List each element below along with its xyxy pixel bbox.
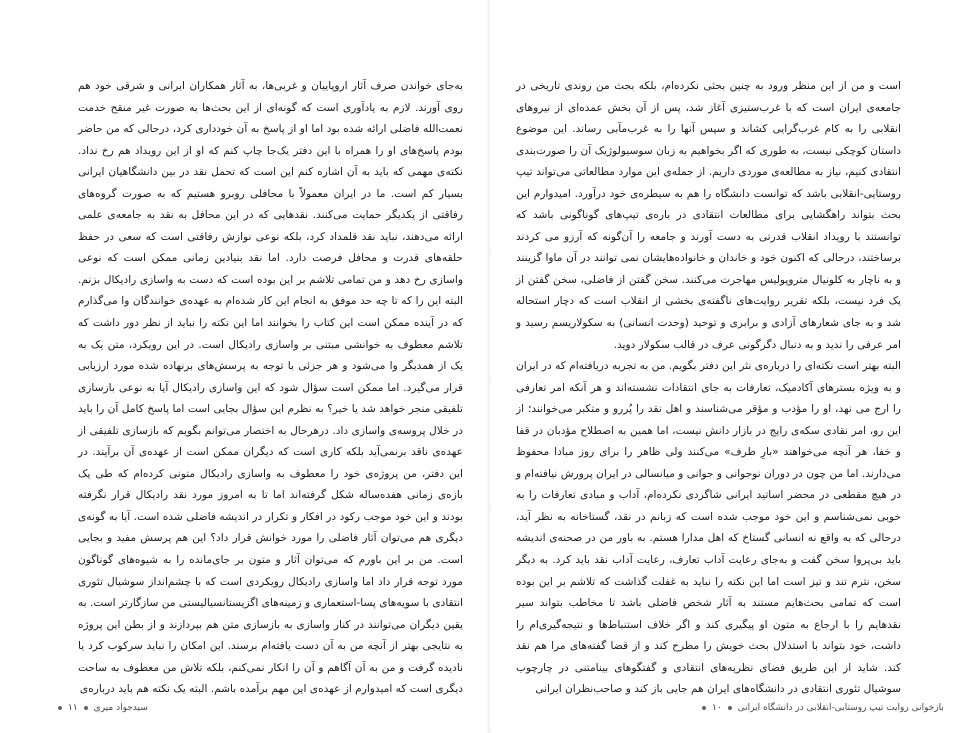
left-page-body — [78, 76, 463, 701]
paragraph: البته بهتر است نکته‌ای را درباره‌ی نثر این دفتر بگویم. من به تجربه دریافته‌ام که در ایران و به ویژه بسترهای آکادمیک، تعارفات به جای انتقادات نشسته‌اند و هر آنکه امر تعارفی را ارج می نهد، او را مؤدب و مؤقر می‌شناسند و اهل نقد را پُررو و متکبر می‌خوانند؛ از این رو، امر نقادی سکه‌ی رایج در بازار دانش نیست، اما همین به اصطلاح مؤدبان در قفا و خفا، هر آنچه می‌خواهند «بارِ طرف» می‌کنند ولی ظاهر را برای روز مبادا محفوظ می‌دارند. اما من چون در دوران نوجوانی و جوانی و میانسالی در ایران پرورش نیافته‌ام و در هیچ مقطعی در محضر اساتید ایرانی شاگردی نکرده‌ام، آداب و مبادی تعارفات را به خوبی نمی‌شناسم و این خود موجب شده است که زبانم در نقد، گستاخانه به نظر آید، درحالی که به واقع نه انسانی گستاخ که اهل مدارا هستم. به باور من در صحنه‌ی اندیشه باید بی‌پروا سخن گفت و به‌جای رعایت آداب تعارف، رعایت آداب نقد باید کرد. به دیگر سخن، نترم تند و تیز است اما این نکته را نباید به غفلت گذاشت که تلاشم بر این بوده است که تمامی بحث‌هایم مستند به آثار شخص فاضلی باشد تا مخاطب بتواند سیر نقدهایم را با ارجاع به متون او پیگیری کند و اگر خلاف استنباط‌ها و نتیجه‌گیری‌ام را داشت، خود بتواند با استدلال بحث خویش را مطرح کند و از قضا گفته‌های مرا هم نقد کند. شاید از این طریق فضای نظریه‌های انتقادی و گفتگوهای بینامتنی در چارچوب سوشیال تئوری انتقادی در دانشگاه‌های ایران هم جایی باز کند و صاحب‌نظران ایرانی — [516, 360, 901, 696]
bullet-icon — [728, 706, 732, 710]
paragraph: به‌جای خواندن صرف آثار اروپاییان و غربی‌ها، به آثار همکاران ایرانی و شرقی خود هم روی آورند. لازم به یادآوری است که گونه‌ای از این بحث‌ها به صورت غیر منقح خدمت نعمت‌الله فاضلی ارائه شده بود اما او از پاسخ به آن خودداری کرد، درحالی که من حاضر بودم پاسخ‌های او را همراه با این دفتر یک‌جا چاپ کنم که او از این رویداد هم رخ نداد. نکته‌ی مهمی که باید به آن اشاره کنم این است که تحمل نقد در بین دانشگاهیان ایرانی بسیار کم است. ما در ایران معمولاً با محافلی روبرو هستیم که به صورت گروه‌های رفاقتی از یکدیگر حمایت می‌کنند. نقدهایی که در این محافل به نقد به جامعه‌ی علمی ارائه می‌دهند، نباید نقد قلمداد کرد، بلکه نوعی نوازش رفاقتی است که سعی در حفظ حلقه‌های قدرت و محافل فرصت دارد. اما نقد بنیادین زمانی ممکن است که نوعی واسازی رخ دهد و من تمامی تلاشم بر این بوده است که دست به واسازی رادیکال بزنم. البته این را که تا چه حد موفق به انجام این کار شده‌ام به عهده‌ی خوانندگان وا می‌گذارم که در آینده ممکن است این کتاب را بخوانند اما این نکته را نباید از نظر دور داشت که تلاشم معطوف به خوانشی مبتنی بر واسازی رادیکال است. در این رویکرد، متن یک به یک از همدیگر وا می‌شود و هر جزئی با توجه به پرسش‌های برنهاده شده مورد ارزیابی قرار می‌گیرد. اما ممکن است سؤال شود که این واسازی رادیکال آیا به نوعی بازسازی تلفیقی منجر خواهد شد یا خیر؟ به نظرم این سؤال بجایی است اما پاسخ کامل آن را باید در خلال پروسه‌ی واسازی داد. درهرحال به اختصار می‌توانم بگویم که بازسازی تلفیقی از عهده‌ی ناقد برنمی‌آید بلکه کاری است که دیگران ممکن است از عهده‌ی آن برآیند. در این دفتر، من پروژه‌ی خود را معطوف به واسازی رادیکال متونی کرده‌ام که طی یک بازه‌ی زمانی هفده‌ساله شکل گرفته‌اند اما تا به امروز مورد نقد رادیکال قرار نگرفته بودند و این خود موجب رکود در افکار و تکرار در اندیشه فاضلی شده است. آیا به گونه‌ی دیگری هم می‌توان آثار فاضلی را مورد خوانش قرار داد؟ این هم پرسش مفید و بجایی است. من بر این باورم که می‌توان آثار و متون بر جای‌مانده را به شیوه‌های گوناگون مورد توجه قرار داد اما واسازی رادیکال رویکردی است که با چشم‌انداز سوشیال تئوری انتقادی با سویه‌های پسا-استعماری و زمینه‌های اگزیستانسیالیستی من سازگارتر است. به یقین دیگران می‌توانند در کنار واسازی به بازسازی متن هم بپردازند و از بطن این پروژه به نتایجی بهتر از آنچه من به آن دست یافته‌ام برسند. این امکان را نباید سرکوب کرد یا نادیده گرفت و من به آن آگاهم و آن را انکار نمی‌کنم، بلکه تلاش من معطوف به ساحت دیگری است که امیدوارم از عهده‌ی این مهم برآمده باشم. البته یک نکته هم باید درباره‌ی — [78, 80, 463, 696]
running-head: بازخوانی روایت تیپ روستایی-انقلابی در دانشگاه ایرانی — [737, 703, 944, 713]
right-page-footer — [702, 700, 944, 716]
bullet-icon — [58, 706, 62, 710]
bullet-icon — [702, 706, 706, 710]
bullet-icon — [84, 706, 88, 710]
right-page-body — [516, 76, 901, 701]
page-number: ۱۰ — [712, 703, 722, 713]
left-page-footer — [58, 700, 148, 716]
running-head: سیدجواد میری — [93, 703, 148, 713]
paragraph: است و من از این منظر ورود به چنین بحثی نکرده‌ام، بلکه بحث من روندی تاریخی در جامعه‌ی ایران است که با غرب‌ستیزی آغاز شد، پس از آن بخش عمده‌ای از نیروهای انقلابی را به کام غرب‌گرایی کشاند و سپس آنها را به غرب‌مآبی رساند. این موضوع داستان کوچکی نیست، به طوری که اگر بخواهیم به زبان سوسیولوژیک آن را صورت‌بندی انتقادی کنیم، نیاز به مطالعه‌ی موردی داریم. از جمله‌ی این موارد مطالعاتی می‌تواند تیپ روستایی-انقلابی باشد که توانست دانشگاه را هم به سیطره‌ی خود درآورد. امیدوارم این بحث بتواند راهگشایی برای مطالعات انتقادی در باره‌ی تیپ‌های گوناگونی باشد که توانستند با رویداد انقلاب قدرتی به دست آورند و جامعه را آن‌گونه که آرزو می کردند برساختند، درحالی که اکنون خود و خاندان و خانواده‌هایشان نمی توانند در آن ماوا گزینند و به ناچار به کلونیال متروپولیس مهاجرت می‌کنند. سخن گفتن از فاضلی، سخن گفتن از یک فرد نیست، بلکه تقریر روایت‌های ناگفته‌ی بخشی از انقلاب است که دچار استحاله شد و به جای شعارهای آزادی و برابری و توحید (وحدت انسانی) به سکولاریسم رسید و امر عرفی را ندید و به دنبال دگرگونی عرف در قالب سکولار دوید. — [516, 80, 901, 351]
right-page — [490, 0, 980, 733]
page-number: ۱۱ — [68, 703, 78, 713]
